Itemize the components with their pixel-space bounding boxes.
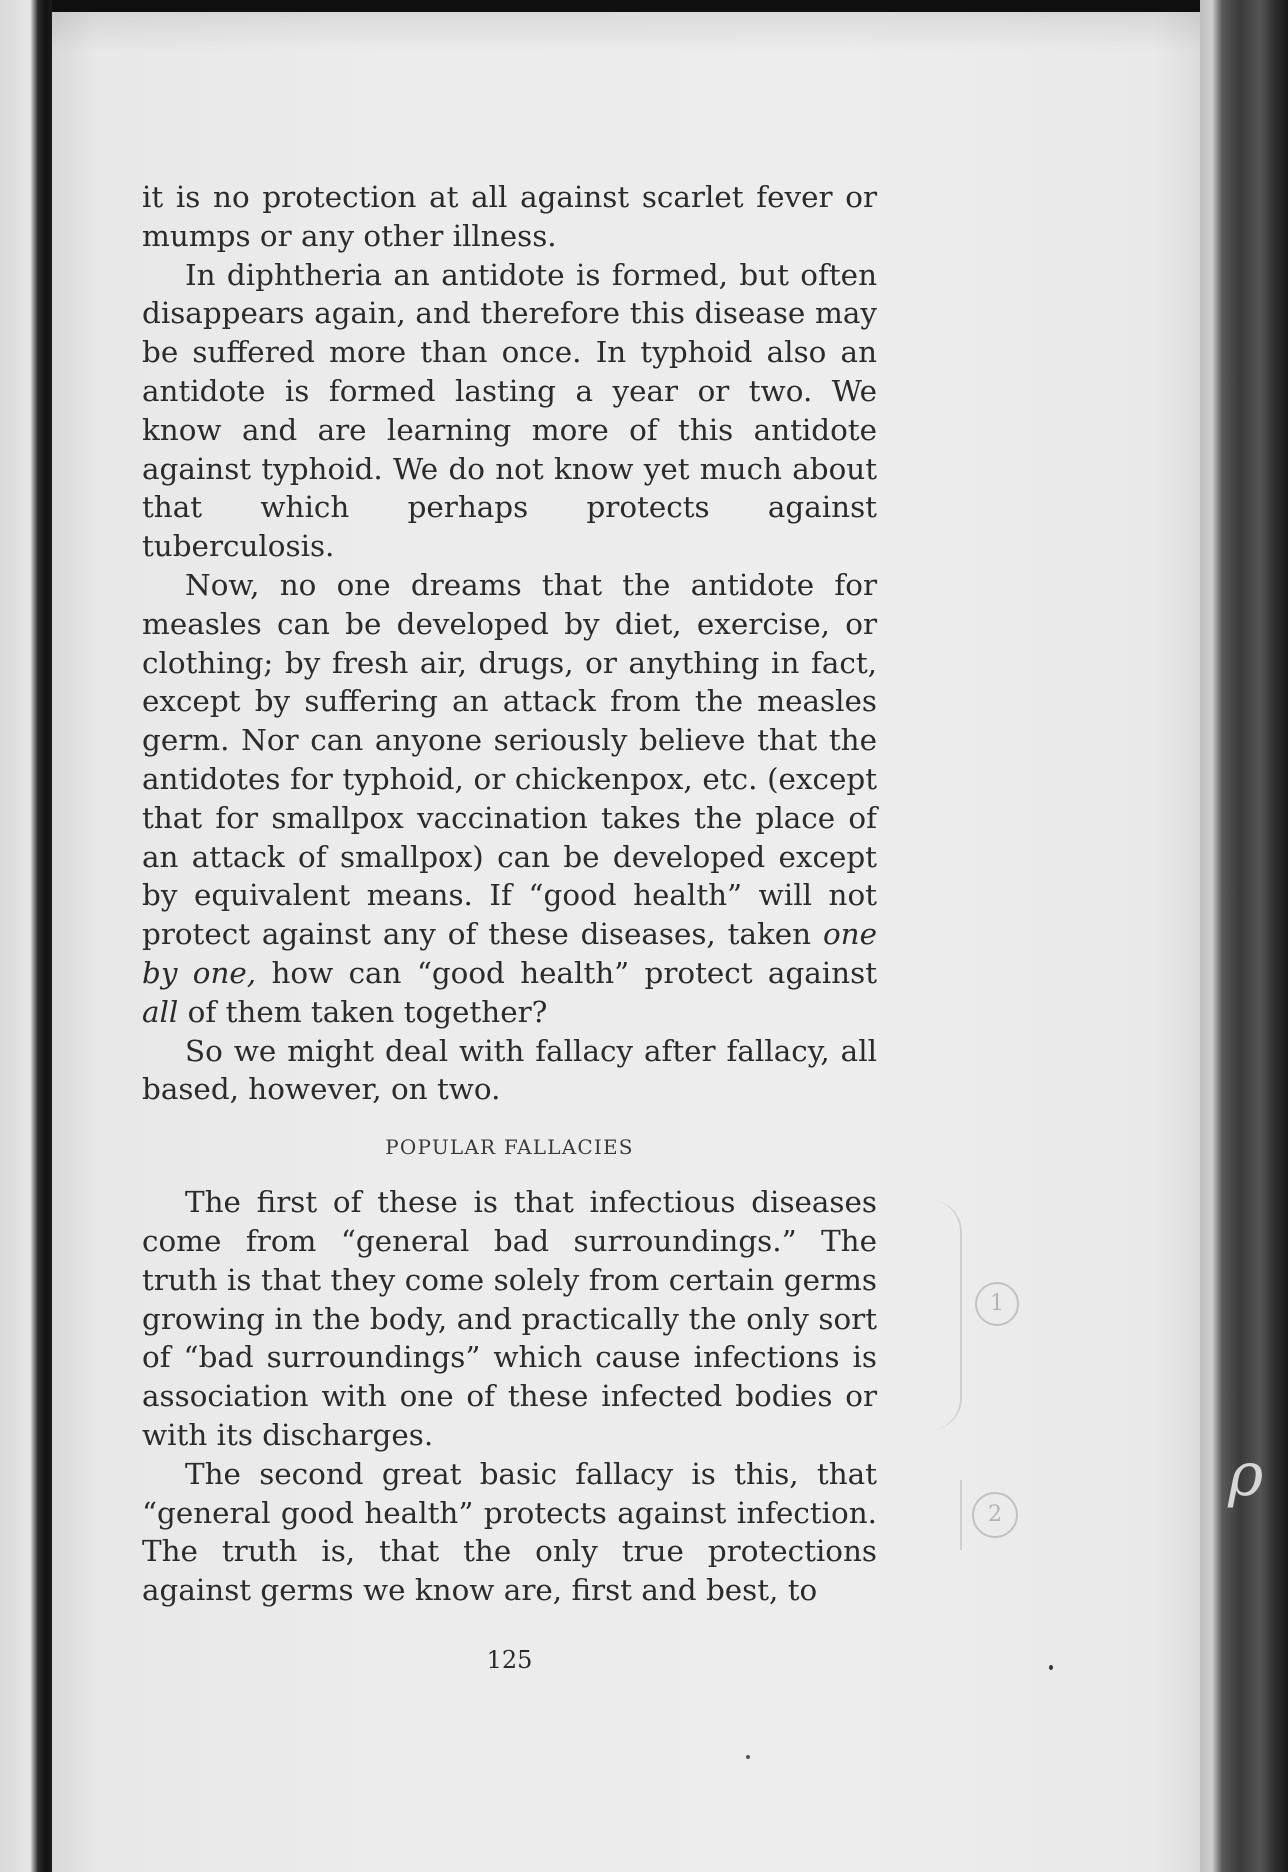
body-text — [142, 178, 877, 1610]
paragraph-3-text-c: of them taken together? — [178, 994, 548, 1029]
section-heading: POPULAR FALLACIES — [385, 1135, 634, 1160]
speck — [1049, 1665, 1053, 1670]
paragraph-3-italic-b: all — [142, 994, 179, 1029]
page-number: 125 — [486, 1646, 533, 1674]
paragraph-5: The first of these is that infectious diseases come from “general bad surroundings.” The truth is that they come solely from certain germs growing in the body, and practically the only sort of “bad surroundings” which cause infections is association with one of these infected bodies or with its discharges. — [142, 1185, 877, 1452]
pencil-mark: ρ — [1228, 1440, 1264, 1510]
margin-note-2: 2 — [972, 1492, 1018, 1538]
paragraph-3-text-a: Now, no one dreams that the antidote for measles can be developed by diet, exercise, or clothing; by fresh air, drugs, or anything in fact, except by suffering an attack from the measles germ. Nor can anyone seriously believe that the antidotes for typhoid, or chickenpox, etc. (except that for smallpox vaccination takes the place of an attack of smallpox) can be developed except by equivalent means. If “good health” will not protect against any of these diseases, taken — [142, 567, 877, 952]
left-page-edge — [0, 0, 52, 1872]
margin-bracket-1 — [930, 1200, 962, 1430]
paragraph-6: The second great basic fallacy is this, that “general good health” protects against infection. The truth is, that the only true protections against germs we know are, first and best, to — [142, 1456, 877, 1608]
paragraph-1: it is no protection at all against scarlet fever or mumps or any other illness. — [142, 180, 877, 253]
margin-note-1: 1 — [975, 1282, 1019, 1326]
paragraph-3 — [142, 566, 877, 1032]
margin-bracket-2 — [960, 1480, 962, 1550]
speck — [746, 1755, 750, 1759]
book-cover-edge — [1200, 0, 1288, 1872]
paragraph-3-italic-a: one by one, — [142, 917, 877, 990]
paragraph-3-text-b: how can “good health” protect against — [256, 955, 877, 990]
paragraph-2: In diphtheria an antidote is formed, but often disappears again, and therefore this disease may be suffered more than once. In typhoid also an antidote is formed lasting a year or two. We know and are learning more of this antidote against typhoid. We do not know yet much about that which perhaps protects against tuberculosis. — [142, 257, 877, 564]
paragraph-4: So we might deal with fallacy after fallacy, all based, however, on two. — [142, 1033, 877, 1107]
